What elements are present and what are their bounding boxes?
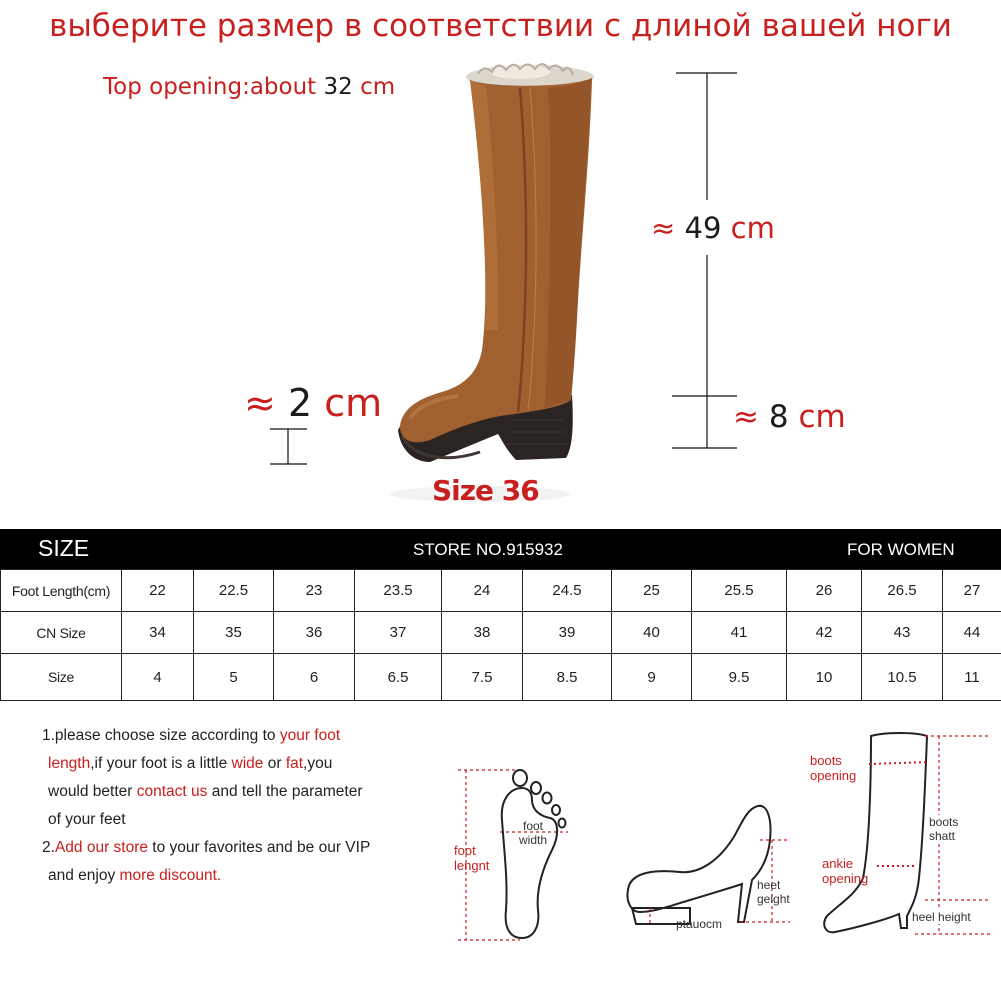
- size-table-header: [0, 529, 1001, 569]
- instruction-highlight: wide: [231, 755, 264, 772]
- platform-height-value: 2: [287, 381, 313, 425]
- top-opening-unit: cm: [360, 74, 396, 100]
- ankle-opening-label-line: opening: [822, 871, 869, 886]
- row-header: CN Size: [1, 612, 122, 654]
- table-cell: 8.5: [523, 654, 612, 701]
- heel-approx-sign: ≈: [733, 399, 759, 435]
- table-cell: 22.5: [194, 570, 274, 612]
- boots-shaft-label-line: boots: [929, 815, 959, 829]
- instruction-text: 1.please choose size according to: [42, 727, 280, 744]
- instruction-text: and tell the parameter: [207, 783, 363, 800]
- table-header-size: SIZE: [38, 535, 90, 561]
- platform-height-unit: cm: [324, 381, 383, 425]
- table-cell: 9: [612, 654, 692, 701]
- table-cell: 11: [943, 654, 1001, 701]
- table-cell: 6: [274, 654, 355, 701]
- boots-shaft-label: [929, 815, 958, 843]
- foot-width-label: [519, 819, 547, 847]
- table-cell: 5: [194, 654, 274, 701]
- table-cell: 41: [692, 612, 787, 654]
- instruction-line-1: [42, 722, 422, 750]
- platform-height-dimension: [270, 429, 307, 464]
- table-row: [1, 654, 1001, 701]
- table-cell: 40: [612, 612, 692, 654]
- size-chart-table: [0, 569, 1001, 701]
- boot-illustration: [390, 64, 594, 502]
- sizing-instructions: [42, 722, 422, 890]
- table-cell: 38: [442, 612, 523, 654]
- table-cell: 9.5: [692, 654, 787, 701]
- platform-height-label: [244, 381, 382, 425]
- table-cell: 4: [122, 654, 194, 701]
- table-cell: 23.5: [355, 570, 442, 612]
- instruction-highlight: fat: [285, 755, 304, 772]
- table-cell: 25.5: [692, 570, 787, 612]
- instruction-text: would better: [48, 783, 137, 800]
- table-cell: 27: [943, 570, 1001, 612]
- table-cell: 7.5: [442, 654, 523, 701]
- instruction-line-4: of your feet: [48, 811, 126, 828]
- shaft-height-label: [647, 211, 779, 245]
- top-opening-label: Top opening:about: [103, 74, 317, 100]
- row-header: Size: [1, 654, 122, 701]
- table-cell: 26: [787, 570, 862, 612]
- table-cell: 44: [943, 612, 1001, 654]
- instruction-highlight: length: [48, 755, 91, 772]
- table-cell: 35: [194, 612, 274, 654]
- boots-opening-label: [810, 753, 856, 783]
- table-cell: 39: [523, 612, 612, 654]
- ankle-opening-label-line: ankie: [822, 856, 854, 871]
- boots-shaft-label-line: shatt: [929, 829, 956, 843]
- shaft-height-unit: cm: [730, 211, 775, 245]
- foot-width-label-line: width: [519, 833, 548, 847]
- shaft-height-value: 49: [684, 211, 722, 245]
- table-cell: 43: [862, 612, 943, 654]
- boots-opening-label-line: boots: [810, 753, 842, 768]
- heel-height-label: [757, 878, 790, 906]
- table-header-for-women: FOR WOMEN: [847, 540, 955, 559]
- foot-length-label-line: lengnt: [454, 858, 490, 873]
- instruction-line-3: [42, 778, 422, 806]
- top-opening-value: 32: [323, 74, 353, 100]
- table-cell: 26.5: [862, 570, 943, 612]
- row-header: Foot Length(cm): [1, 570, 122, 612]
- table-cell: 22: [122, 570, 194, 612]
- foot-width-label-line: foot: [523, 819, 544, 833]
- heel-height-unit: cm: [798, 399, 846, 435]
- instruction-line-6: [42, 862, 422, 890]
- table-row: [1, 570, 1001, 612]
- instruction-line-5: [42, 834, 422, 862]
- foot-length-label: [454, 843, 489, 873]
- instruction-highlight: your foot: [279, 727, 341, 744]
- table-cell: 24.5: [523, 570, 612, 612]
- heel-height-value: 8: [768, 399, 789, 435]
- instruction-text: or: [263, 755, 286, 772]
- table-header-store-number: STORE NO.915932: [413, 540, 563, 559]
- table-cell: 6.5: [355, 654, 442, 701]
- instruction-text: ,you: [303, 755, 333, 772]
- table-cell: 10.5: [862, 654, 943, 701]
- instruction-text: ,if your foot is a little: [90, 755, 232, 772]
- ankle-opening-label: [822, 856, 868, 886]
- boots-opening-label-line: opening: [810, 768, 857, 783]
- heel-height-label-line: geight: [757, 892, 790, 906]
- table-cell: 36: [274, 612, 355, 654]
- table-cell: 25: [612, 570, 692, 612]
- table-cell: 24: [442, 570, 523, 612]
- headline: выберите размер в соответствии с длиной вашей ноги: [49, 8, 952, 44]
- foot-length-label-line: foot: [454, 843, 476, 858]
- boot-heel-height-label: heel height: [912, 910, 971, 924]
- add-store-link[interactable]: Add our store: [54, 839, 148, 856]
- table-cell: 34: [122, 612, 194, 654]
- instruction-highlight: more discount.: [119, 867, 222, 884]
- instruction-text: and enjoy: [48, 867, 120, 884]
- heel-height-label: [733, 399, 846, 435]
- shaft-height-dimension: [672, 73, 737, 448]
- table-row: [1, 612, 1001, 654]
- table-cell: 37: [355, 612, 442, 654]
- sample-size-label: Size 36: [432, 474, 539, 507]
- table-cell: 23: [274, 570, 355, 612]
- platform-label: ptauocm: [676, 917, 723, 931]
- table-cell: 42: [787, 612, 862, 654]
- table-cell: 10: [787, 654, 862, 701]
- shaft-approx-sign: ≈: [651, 211, 676, 245]
- platform-approx-sign: ≈: [244, 381, 276, 425]
- instruction-line-2: [42, 750, 422, 778]
- instruction-text: to your favorites and be our VIP: [148, 839, 371, 856]
- instruction-text: 2.: [42, 839, 55, 856]
- heel-height-label-line: heet: [757, 878, 781, 892]
- contact-us-link[interactable]: contact us: [136, 783, 208, 800]
